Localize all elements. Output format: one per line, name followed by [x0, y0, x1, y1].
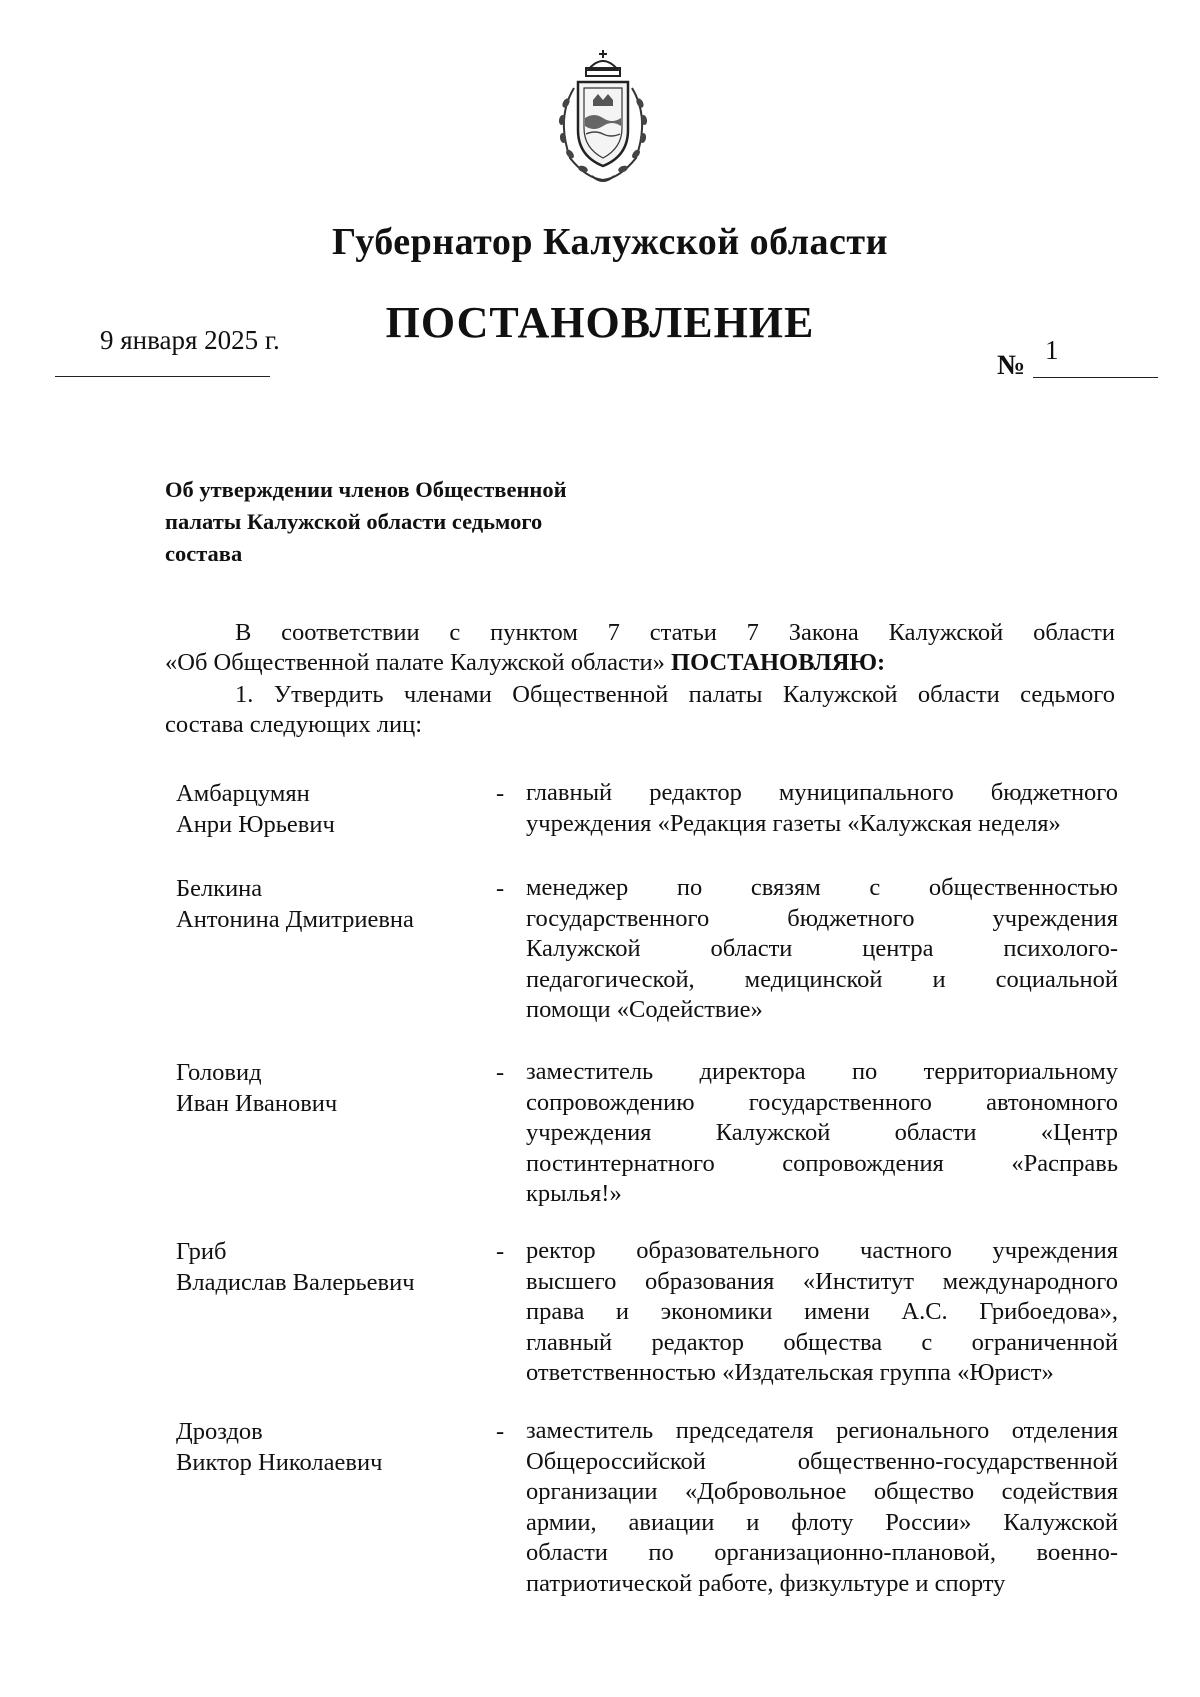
issuer-title: Губернатор Калужской области [332, 221, 888, 263]
member-position [526, 873, 1118, 1026]
number-sign: № [997, 350, 1026, 381]
member-surname: Головид [176, 1059, 262, 1086]
position-line: педагогической, медицинской и социальной [526, 965, 1118, 993]
member-name [176, 1416, 476, 1478]
member-dash: - [496, 780, 505, 807]
position-line: высшего образования «Институт международного [526, 1267, 1118, 1295]
member-given-names: Иван Иванович [176, 1090, 338, 1117]
position-line: крылья!» [526, 1180, 622, 1207]
member-name [176, 778, 476, 840]
member-given-names: Анри Юрьевич [176, 811, 335, 838]
member-surname: Дроздов [176, 1418, 263, 1445]
member-dash: - [496, 1418, 505, 1445]
preamble-law-title: «Об Общественной палате Калужской области» [165, 649, 665, 676]
position-line: Общероссийской общественно-государственной [526, 1447, 1118, 1475]
member-dash: - [496, 1059, 505, 1086]
position-line: государственного бюджетного учреждения [526, 904, 1118, 932]
member-name [176, 873, 476, 935]
position-line: постинтернатного сопровождения «Расправь [526, 1149, 1118, 1177]
member-surname: Гриб [176, 1238, 227, 1265]
item-line: состава следующих лиц: [165, 711, 423, 738]
member-dash: - [496, 1238, 505, 1265]
position-line: заместитель директора по территориальному [526, 1058, 1118, 1085]
member-name [176, 1057, 476, 1119]
member-given-names: Антонина Дмитриевна [176, 906, 414, 933]
position-line: патриотической работе, физкультуре и спорту [526, 1569, 1006, 1597]
position-line: главный редактор общества с ограниченной [526, 1328, 1118, 1356]
position-line: области по организационно-плановой, военно- [526, 1539, 1118, 1566]
member-surname: Белкина [176, 875, 263, 902]
decree-word: ПОСТАНОВЛЯЮ: [671, 649, 886, 676]
position-line: учреждения «Редакция газеты «Калужская неделя» [526, 809, 1061, 837]
position-line: учреждения Калужской области «Центр [526, 1119, 1118, 1146]
position-line: главный редактор муниципального бюджетного [526, 779, 1118, 806]
member-name [176, 1236, 476, 1298]
position-line: ректор образовательного частного учреждения [526, 1237, 1118, 1264]
position-line: ответственностью «Издательская группа «Юрист» [526, 1359, 1054, 1386]
member-position [526, 778, 1118, 839]
member-position [526, 1236, 1118, 1389]
member-position [526, 1057, 1118, 1210]
subject-line: палаты Калужской области седьмого [165, 509, 543, 534]
document-date: 9 января 2025 г. [100, 325, 280, 355]
position-line: организации «Добровольное общество содействия [526, 1478, 1118, 1505]
position-line: армии, авиации и флоту России» Калужской [526, 1508, 1118, 1536]
document-type: ПОСТАНОВЛЕНИЕ [385, 298, 815, 347]
subject-line: состава [165, 541, 243, 566]
position-line: помощи «Содействие» [526, 996, 763, 1023]
member-given-names: Владислав Валерьевич [176, 1269, 415, 1296]
preamble-line: В соответствии с пунктом 7 статьи 7 Закона Калужской области [235, 619, 1115, 646]
position-line: Калужской области центра психолого- [526, 935, 1118, 962]
position-line: сопровождению государственного автономного [526, 1088, 1118, 1116]
member-dash: - [496, 875, 505, 902]
member-surname: Амбарцумян [176, 780, 310, 807]
document-number: 1 [1045, 335, 1059, 365]
item-line: 1. Утвердить членами Общественной палаты Калужской области седьмого [235, 681, 1115, 708]
position-line: менеджер по связям с общественностью [526, 874, 1118, 901]
subject-line: Об утверждении членов Общественной [165, 477, 567, 502]
position-line: заместитель председателя регионального отделения [526, 1417, 1118, 1444]
member-position [526, 1416, 1118, 1599]
position-line: права и экономики имени А.С. Грибоедова», [526, 1298, 1118, 1325]
member-given-names: Виктор Николаевич [176, 1449, 383, 1476]
